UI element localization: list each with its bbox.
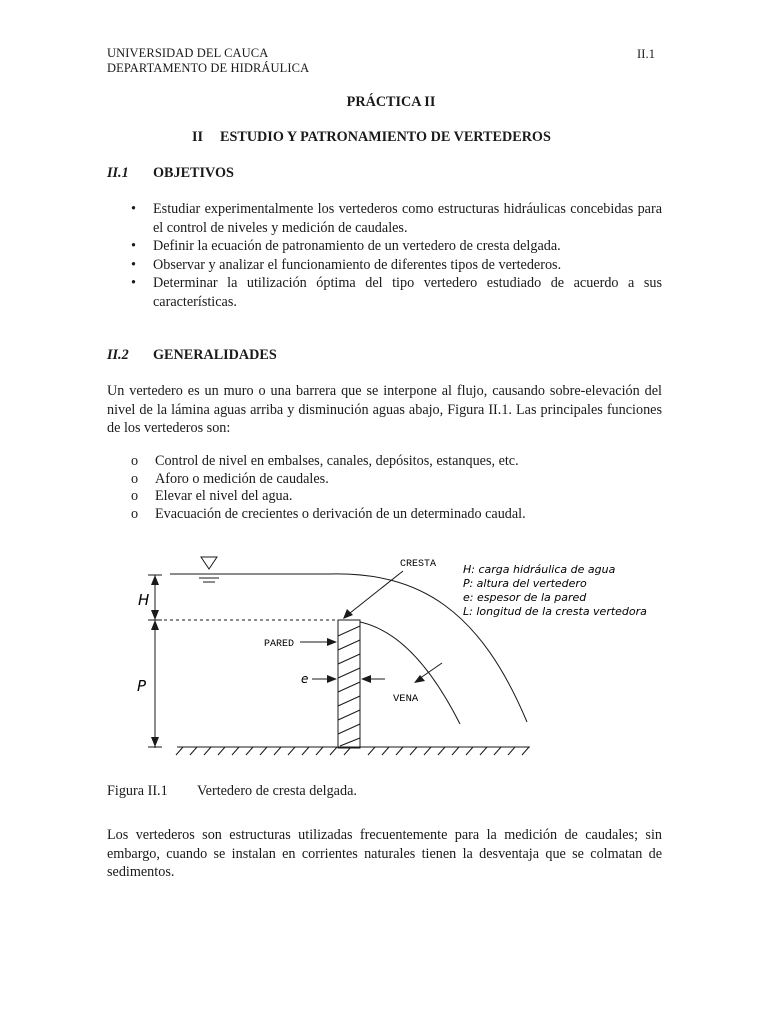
cresta-arrow (345, 571, 403, 617)
practice-title: PRÁCTICA II (346, 94, 436, 110)
page-number: II.1 (637, 47, 656, 61)
section2-number: II.2 (107, 347, 129, 363)
circle-bullet-icon: o (131, 505, 139, 522)
circle-bullet-icon: o (131, 470, 139, 487)
section1-title: OBJETIVOS (153, 165, 234, 181)
header-department: DEPARTAMENTO DE HIDRÁULICA (107, 61, 310, 75)
section1-number: II.1 (107, 165, 129, 181)
label-cresta: CRESTA (400, 559, 437, 570)
legend-l: L: longitud de la cresta vertedora (463, 605, 647, 618)
figure-caption-label: Figura II.1 (107, 783, 168, 799)
header-university: UNIVERSIDAD DEL CAUCA (107, 46, 269, 60)
label-e: e (301, 672, 309, 686)
label-vena: VENA (393, 693, 419, 705)
list-item: o Control de nivel en embalses, canales, depósitos, estanques, etc. (131, 453, 519, 469)
list-item: o Evacuación de crecientes o derivación de un determinado caudal. (131, 505, 526, 522)
list-item: • Estudiar experimentalmente los vertederos como estructuras hidráulicas concebidas para el control de niveles y medición de caudales. (131, 201, 662, 236)
bullet-icon: • (131, 201, 136, 217)
section2-title: GENERALIDADES (153, 347, 277, 363)
circle-bullet-icon: o (131, 453, 139, 469)
bullet-icon: • (131, 275, 136, 291)
list-item: o Elevar el nivel del agua. (131, 488, 293, 504)
list-item: • Determinar la utilización óptima del tipo vertedero estudiado de acuerdo a sus características. (131, 275, 662, 310)
label-h: H (138, 591, 150, 609)
bullet-icon: • (131, 238, 136, 254)
chapter-number: II (192, 129, 204, 145)
water-level-icon (201, 557, 217, 569)
label-p: P (137, 677, 147, 695)
legend-e: e: espesor de la pared (463, 591, 587, 604)
chapter-title: ESTUDIO Y PATRONAMIENTO DE VERTEDEROS (220, 129, 551, 145)
legend-h: H: carga hidráulica de agua (463, 563, 616, 576)
list-item: o Aforo o medición de caudales. (131, 470, 329, 487)
circle-bullet-icon: o (131, 488, 139, 504)
closing-paragraph: Los vertederos son estructuras utilizadas frecuentemente para la medición de caudales; sin embargo, cuando se instalan en corrientes naturales tienen la desventaja que se colmatan de sedimentos. (107, 827, 662, 880)
label-pared: PARED (264, 639, 295, 650)
list-item: • Definir la ecuación de patronamiento de un vertedero de cresta delgada. (131, 238, 561, 254)
list-item: • Observar y analizar el funcionamiento de diferentes tipos de vertederos. (131, 256, 562, 273)
legend-p: P: altura del vertedero (463, 577, 587, 590)
generalidades-paragraph: Un vertedero es un muro o una barrera que se interpone al flujo, causando sobre-elevación del nivel de la lámina aguas arriba y disminución aguas abajo, Figura II.1. Las principales funciones de los vertederos son: (107, 383, 662, 436)
figure-caption-text: Vertedero de cresta delgada. (197, 783, 357, 799)
bullet-icon: • (131, 256, 136, 273)
